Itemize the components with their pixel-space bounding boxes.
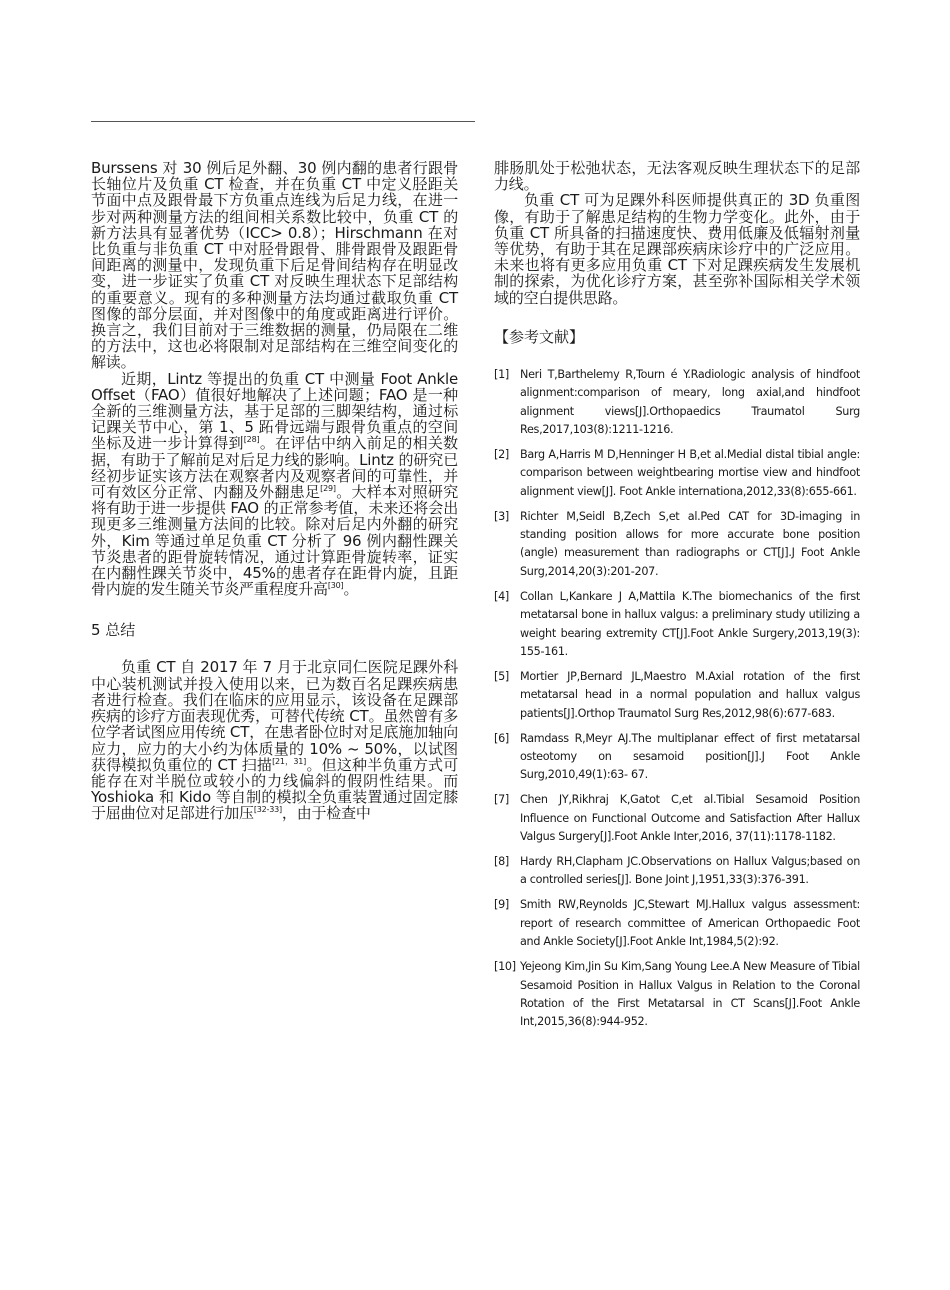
citation-29: [29] bbox=[320, 484, 336, 494]
reference-item bbox=[494, 446, 860, 501]
citation-30: [30] bbox=[327, 581, 344, 591]
paragraph-summary bbox=[91, 659, 458, 821]
reference-item bbox=[494, 853, 860, 890]
paragraph-conclusion: 负重 CT 可为足踝外科医师提供真正的 3D 负重图像，有助于了解患足结构的生物力学变化。此外，由于负重 CT 所具备的扫描速度快、费用低廉及低辐射剂量等优势，有助于其在足踝部疾病床诊疗中的广泛应用。未来也将有更多应用负重 CT 下对足踝疾病发生发展机制的探索，为优化诊疗方案，甚至弥补国际相关学术领域的空白提供思路。 bbox=[494, 191, 860, 307]
paragraph-lintz bbox=[91, 371, 458, 598]
reference-text: Smith RW,Reynolds JC,Stewart MJ.Hallux valgus assessment: report of research committee of American Orthopaedic Foot and Ankle Society[J].Foot Ankle Int,1984,5(2):92. bbox=[520, 898, 860, 949]
reference-text: Mortier JP,Bernard JL,Maestro M.Axial rotation of the first metatarsal head in a normal population and hallux valgus patients[J].Orthop Traumatol Surg Res,2012,98(6):677-683. bbox=[520, 669, 860, 720]
reference-item bbox=[494, 958, 860, 1032]
citation-32-33: [32-33] bbox=[253, 805, 282, 815]
reference-number: [3] bbox=[494, 509, 509, 523]
reference-number: [1] bbox=[494, 367, 509, 381]
paragraph-lintz-text-a: 近期，Lintz 等提出的负重 CT 中测量 Foot Ankle Offset（FAO）值很好地解决了上述问题；FAO 是一种全新的三维测量方法，基于足部的三脚架结构，通过标记踝关节中心，第 1、5 跖骨远端与跟骨负重点的空间坐标及进一步计算得到 bbox=[91, 369, 459, 453]
reference-number: [4] bbox=[494, 589, 509, 603]
right-column bbox=[494, 160, 860, 1038]
paragraph-summary-text-a: 负重 CT 自 2017 年 7 月于北京同仁医院足踝外科中心装机测试并投入使用以来，已为数百名足踝疾病患者进行检查。我们在临床的应用显示，该设备在足踝部疾病的诊疗方面表现优秀，可替代传统 CT。虽然曾有多位学者试图应用传统 CT，在患者卧位时对足底施加轴向应力，应力的大小约为体质量的 10% ~ 50%，以试图获得模拟负重位的 CT 扫描 bbox=[91, 658, 458, 774]
references-title: 【参考文献】 bbox=[494, 327, 585, 346]
header-rule bbox=[91, 121, 475, 122]
paragraph-lintz-text-c: 。大样本对照研究将有助于进一步提供 FAO 的正常参考值，未来还将会出现更多三维测量方法间的比较。除对后足内外翻的研究外，Kim 等通过单足负重 CT 分析了 96 例内翻性踝关节炎患者的距骨旋转情况，通过计算距骨旋转率，证实在内翻性踝关节炎中，45%的患者存在距骨内旋，且距骨内旋的发生随关节炎严重程度升高 bbox=[91, 483, 458, 599]
paragraph-burssens: Burssens 对 30 例后足外翻、30 例内翻的患者行跟骨长轴位片及负重 CT 检查，并在负重 CT 中定义胫距关节面中点及跟骨最下方负重点连线为后足力线，在进一步对两种测量方法的组间相关系数比较中，负重 CT 的新方法具有显著优势（ICC> 0.8）；Hirschmann 在对比负重与非负重 CT 中对胫骨跟骨、腓骨跟骨及跟距骨间距离的测量中，发现负重下后足骨间结构存在明显改变，进一步证实了负重 CT 对反映生理状态下足部结构的重要意义。现有的多种测量方法均通过截取负重 CT 图像的部分层面，并对图像中的角度或距离进行评价。换言之，我们目前对于三维数据的测量，仍局限在二维的方法中，这也必将限制对足部结构在三维空间变化的解读。 bbox=[91, 159, 458, 372]
paragraph-continuation: 腓肠肌处于松弛状态，无法客观反映生理状态下的足部力线。 bbox=[494, 159, 860, 194]
reference-number: [8] bbox=[494, 855, 509, 869]
reference-item bbox=[494, 730, 860, 785]
reference-text: Barg A,Harris M D,Henninger H B,et al.Medial distal tibial angle: comparison between weightbearing mortise view and hindfoot alignment view[J]. Foot Ankle internationa,2012,33(8):655-661. bbox=[520, 447, 860, 498]
citation-21-31: [21，31] bbox=[272, 756, 307, 766]
reference-item bbox=[494, 791, 860, 846]
reference-text: Collan L,Kankare J A,Mattila K.The biomechanics of the first metatarsal bone in hallux valgus: a preliminary study utilizing a weight bearing extremity CT[J].Foot Ankle Surgery,2013,19(3): 155-161. bbox=[520, 589, 860, 659]
reference-number: [9] bbox=[494, 898, 509, 912]
reference-text: Chen JY,Rikhraj K,Gatot C,et al.Tibial Sesamoid Position Influence on Functional Outcome and Satisfaction After Hallux Valgus Surgery[J].Foot Ankle Inter,2016, 37(11):1178-1182. bbox=[520, 793, 860, 844]
paragraph-summary-text-b: 。但这种半负重方式可能存在对半脱位或较小的力线偏斜的假阴性结果。而 Yoshioka 和 Kido 等自制的模拟全负重装置通过固定膝于屈曲位对足部进行加压 bbox=[91, 755, 458, 823]
reference-number: [10] bbox=[494, 960, 516, 974]
paragraph-summary-text-c: ，由于检查中 bbox=[281, 804, 371, 823]
paragraph-lintz-text-d: 。 bbox=[343, 580, 359, 599]
reference-text: Neri T,Barthelemy R,Tourn é Y.Radiologic analysis of hindfoot alignment:comparison of meary, long axial,and hindfoot alignment views[J].Orthopaedics Traumatol Surg Res,2017,103(8):1211-1216. bbox=[520, 367, 860, 437]
reference-text: Ramdass R,Meyr AJ.The multiplanar effect of first metatarsal osteotomy on sesamoid position[J].J Foot Ankle Surg,2010,49(1):63- 67. bbox=[520, 731, 860, 782]
reference-text: Yejeong Kim,Jin Su Kim,Sang Young Lee.A New Measure of Tibial Sesamoid Position in Hallux Valgus in Relation to the Coronal Rotation of the First Metatarsal in CT Scans[J].Foot Ankle Int,2015,36(8):944-952. bbox=[520, 960, 860, 1029]
reference-number: [6] bbox=[494, 731, 509, 745]
reference-item bbox=[494, 588, 860, 662]
reference-text: Hardy RH,Clapham JC.Observations on Hallux Valgus;based on a controlled series[J]. Bone Joint J,1951,33(3):376-391. bbox=[520, 855, 860, 887]
references-list bbox=[494, 366, 860, 1032]
reference-item bbox=[494, 508, 860, 582]
paragraph-lintz-text-b: 。在评估中纳入前足的相关数据，有助于了解前足对后足力线的影响。Lintz 的研究已经初步证实该方法在观察者内及观察者间的可靠性，并可有效区分正常、内翻及外翻患足 bbox=[91, 434, 458, 502]
section-heading-summary: 5 总结 bbox=[91, 621, 136, 640]
reference-item bbox=[494, 366, 860, 440]
reference-number: [7] bbox=[494, 793, 509, 807]
reference-item bbox=[494, 668, 860, 723]
left-column bbox=[91, 160, 458, 822]
reference-number: [5] bbox=[494, 669, 509, 683]
reference-item bbox=[494, 896, 860, 951]
citation-28: [28] bbox=[243, 435, 260, 445]
reference-text: Richter M,Seidl B,Zech S,et al.Ped CAT for 3D-imaging in standing position allows for more accurate bone position (angle) measurement than radiographs or CT[J].J Foot Ankle Surg,2014,20(3):201-207. bbox=[520, 509, 860, 578]
reference-number: [2] bbox=[494, 447, 509, 461]
